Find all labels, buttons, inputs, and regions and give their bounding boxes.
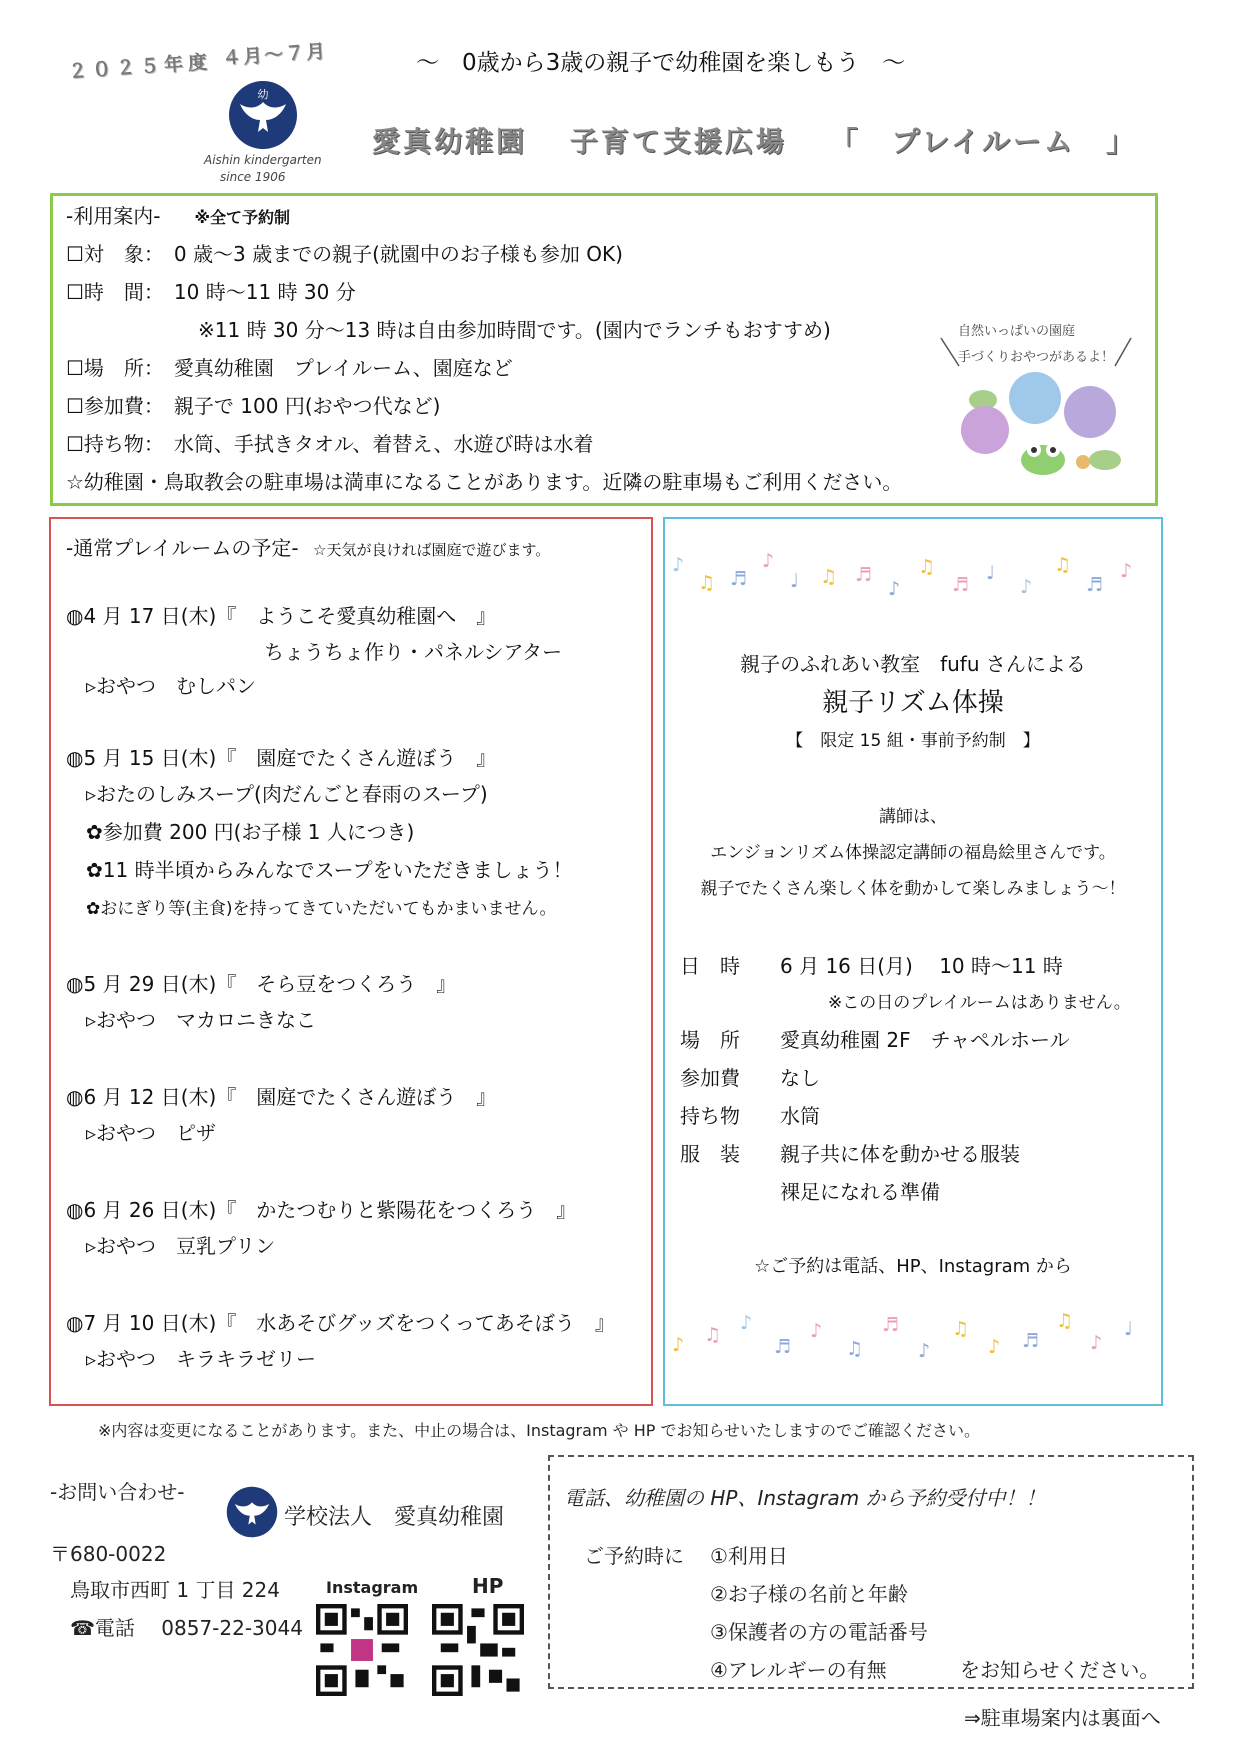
schedule-item-title: ◍6 月 26 日(木)『 かたつむりと紫陽花をつくろう 』 [66,1198,577,1222]
event-reserve-note: ☆ご予約は電話、HP、Instagram から [754,1256,1072,1277]
usage-heading-text: -利用案内- [66,204,161,228]
title-program: 子育て支援広場 [569,125,787,158]
schedule-item-title: ◍5 月 15 日(木)『 園庭でたくさん遊ぼう 』 [66,746,497,770]
event-intro-line: 親子のふれあい教室 fufu さんによる [740,652,1086,676]
reservation-item: ②お子様の名前と年齢 [710,1582,908,1606]
usage-place: ☐場 所： 愛真幼稚園 プレイルーム、園庭など [66,356,513,380]
hydrangea-frog-illustration [935,330,1140,490]
music-notes-top-decoration: ♪ ♫ ♬ ♪ ♩ ♫ ♬ ♪ ♫ ♬ ♩ ♪ ♫ ♬ ♪ [672,550,1133,600]
schedule-item-note: ✿おにぎり等(主食)を持ってきていただいてもかまいません。 [86,899,557,919]
change-notice: ※内容は変更になることがあります。また、中止の場合は、Instagram や HP でお知らせいたしますのでご確認ください。 [98,1421,980,1440]
reservation-tail: をお知らせください。 [960,1658,1160,1682]
weather-note: ☆天気が良ければ園庭で遊びます。 [313,541,551,559]
usage-belongings: ☐持ち物： 水筒、手拭きタオル、着替え、水遊び時は水着 [66,432,594,456]
instagram-qr-code[interactable] [316,1604,408,1696]
months-label: ４月～７月 [221,40,328,70]
postal-code: 〒680-0022 [50,1542,167,1566]
page-subtitle: ～ 0歳から3歳の親子で幼稚園を楽しもう ～ [416,50,906,76]
hp-label: HP [472,1574,504,1598]
schedule-item-snack: ▹おたのしみスープ(肉だんごと春雨のスープ) [86,782,488,806]
reservation-note: ※全て予約制 [194,208,290,227]
instructor-intro: 講師は、 [879,807,947,827]
schedule-item-title: ◍4 月 17 日(木)『 ようこそ愛真幼稚園へ 』 [66,604,497,628]
usage-heading [66,200,290,229]
reservation-lead: ご予約時に [584,1544,684,1568]
event-clothes-note: 裸足になれる準備 [780,1180,940,1204]
logo-char: 幼 [257,88,269,101]
schedule-item-note: ✿参加費 200 円(お子様 1 人につき) [86,820,415,844]
kindergarten-logo-small [226,1486,278,1538]
schedule-item-title: ◍7 月 10 日(木)『 水あそびグッズをつくってあそぼう 』 [66,1311,615,1335]
schedule-item-sub: ちょうちょ作り・パネルシアター [264,640,563,664]
schedule-item-title: ◍5 月 29 日(木)『 そら豆をつくろう 』 [66,972,457,996]
usage-fee: ☐参加費： 親子で 100 円(おやつ代など) [66,394,441,418]
schedule-item-title: ◍6 月 12 日(木)『 園庭でたくさん遊ぼう 』 [66,1085,497,1109]
event-message: 親子でたくさん楽しく体を動かして楽しみましょう～！ [700,879,1126,899]
phone-number: ☎電話 0857-22-3044 [70,1616,303,1640]
music-notes-bottom-decoration: ♪ ♫ ♪ ♬ ♪ ♫ ♬ ♪ ♫ ♪ ♬ ♫ ♪ ♩ [672,1310,1133,1362]
title-school: 愛真幼稚園 [372,125,528,158]
instructor-name: エンジョンリズム体操認定講師の福島絵里さんです。 [710,843,1116,863]
usage-target: ☐対 象： 0 歳～3 歳までの親子(就園中のお子様も参加 OK) [66,242,623,266]
reservation-title: 電話、幼稚園の HP、Instagram から予約受付中！！ [564,1486,1046,1510]
contact-heading: -お問い合わせ- [50,1480,185,1504]
bubble-garden: 自然いっぱいの園庭 [958,324,1076,339]
schedule-item-snack: ▹おやつ 豆乳プリン [86,1234,276,1258]
event-date-note: ※この日のプレイルームはありません。 [828,993,1131,1013]
reservation-item: ①利用日 [710,1544,788,1568]
year-label: ２０２５年度 [67,51,213,83]
usage-time: ☐時 間： 10 時～11 時 30 分 [66,280,356,304]
schedule-item-snack: ▹おやつ キラキラゼリー [86,1347,317,1371]
event-clothes: 服 装 親子共に体を動かせる服装 [680,1142,1020,1166]
event-place: 場 所 愛真幼稚園 2F チャペルホール [680,1028,1070,1052]
schedule-item-note: ✿11 時半頃からみんなでスープをいただきましょう！ [86,858,573,882]
event-limit: 【 限定 15 組・事前予約制 】 [786,731,1040,751]
event-date: 日 時 6 月 16 日(月) 10 時～11 時 [680,954,1063,978]
reservation-item: ④アレルギーの有無 [710,1658,887,1682]
schedule-heading-text: -通常プレイルームの予定- [66,536,299,560]
event-fee: 参加費 なし [680,1066,820,1090]
event-bring: 持ち物 水筒 [680,1104,820,1128]
usage-parking-note: ☆幼稚園・鳥取教会の駐車場は満車になることがあります。近隣の駐車場もご利用ください。 [66,470,903,494]
logo-caption: Aishin kindergarten [204,153,322,167]
schedule-item-snack: ▹おやつ むしパン [86,674,257,698]
page-title [372,120,1147,160]
schedule-heading [66,532,550,561]
usage-free-time: ※11 時 30 分～13 時は自由参加時間です。(園内でランチもおすすめ) [198,318,831,342]
parking-guide-link: ⇒駐車場案内は裏面へ [964,1706,1161,1730]
instagram-label: Instagram [326,1578,419,1597]
hp-qr-code[interactable] [432,1604,524,1696]
organization-name: 学校法人 愛真幼稚園 [284,1505,505,1530]
logo-since: since 1906 [220,170,286,184]
kindergarten-logo [228,80,298,150]
title-room: 「 プレイルーム 」 [829,125,1138,158]
address: 鳥取市西町 1 丁目 224 [70,1578,280,1602]
schedule-item-snack: ▹おやつ マカロニきなこ [86,1008,317,1032]
bubble-snack: 手づくりおやつがあるよ！ [958,350,1115,365]
reservation-item: ③保護者の方の電話番号 [710,1620,928,1644]
schedule-item-snack: ▹おやつ ピザ [86,1121,217,1145]
event-title: 親子リズム体操 [822,688,1004,718]
